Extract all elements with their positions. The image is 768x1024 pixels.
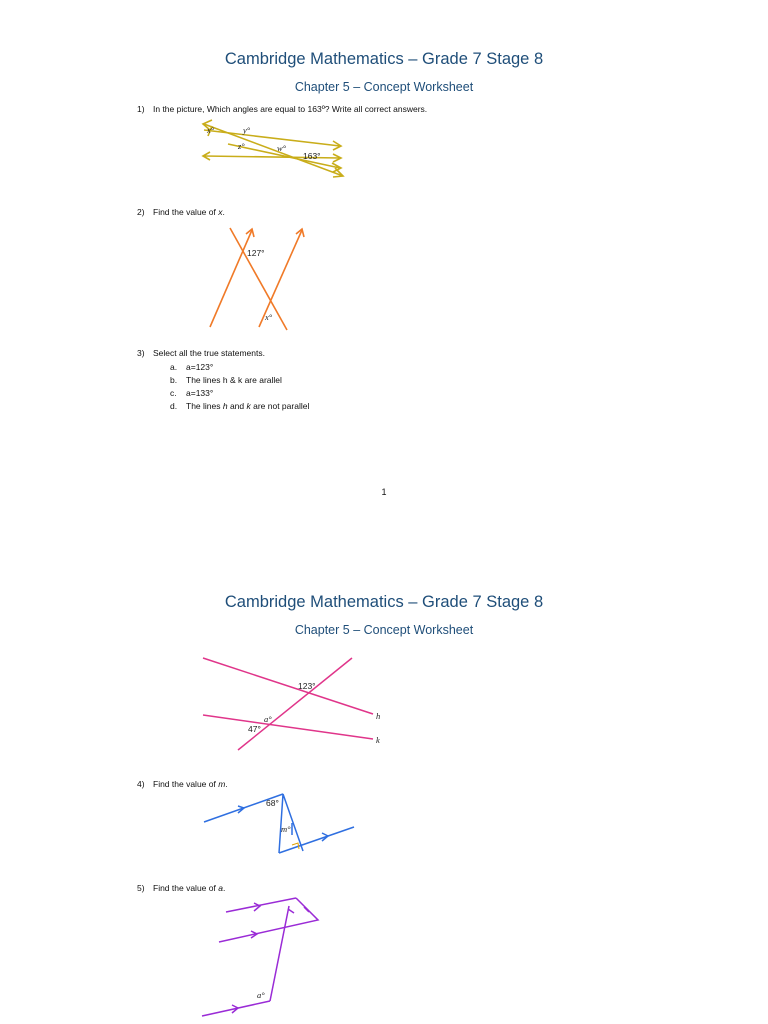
page-title: Cambridge Mathematics – Grade 7 Stage 8 — [224, 593, 544, 611]
fig2-arrow — [296, 229, 304, 237]
question-number: 3) — [137, 348, 145, 358]
option-var-k: k — [246, 401, 251, 411]
fig1-label-z: z° — [238, 141, 245, 151]
fig4-line-bottom — [279, 827, 354, 853]
fig1-line-middle — [204, 156, 340, 158]
fig1-label-y: y° — [243, 125, 251, 135]
question-text: In the picture, Which angles are equal to 163º? Write all correct answers. — [153, 104, 428, 114]
question-number: 5) — [137, 883, 145, 893]
option-var-h: h — [222, 401, 228, 411]
question-3 — [137, 348, 265, 358]
question-2 — [137, 207, 225, 217]
fig5-line-top — [226, 898, 296, 912]
option-text: and — [227, 401, 247, 411]
question-text: Find the value of — [153, 207, 219, 217]
question-1 — [137, 104, 427, 114]
fig1-arrow — [333, 141, 341, 150]
fig4-arrow — [322, 833, 328, 841]
fig4-line-top — [204, 794, 283, 822]
option-d[interactable] — [170, 401, 309, 411]
question-number: 4) — [137, 779, 145, 789]
page-subtitle: Chapter 5 – Concept Worksheet — [294, 623, 474, 637]
fig2-label-x: x° — [265, 312, 273, 322]
fig2-transversal — [230, 228, 287, 330]
fig3-angle-bottom: 47° — [248, 724, 261, 734]
fig2-arrow — [246, 229, 254, 237]
fig1-label-x: x° — [207, 125, 215, 135]
fig3-line-k — [203, 715, 373, 739]
fig1-angle-label: 163° — [303, 151, 321, 161]
question-text-end: . — [225, 779, 228, 789]
fig2-line-right — [259, 230, 302, 327]
fig3-label-h: h — [376, 711, 381, 721]
fig4-right-angle-mark — [292, 843, 299, 849]
question-variable: a — [218, 883, 223, 893]
question-4 — [137, 779, 228, 789]
question-text-end: . — [222, 883, 226, 893]
question-number: 2) — [137, 207, 145, 217]
fig5-line-bottom — [202, 1001, 270, 1016]
fig3-angle-top: 123° — [298, 681, 316, 691]
fig5-transversal — [270, 906, 289, 1001]
option-text: are not parallel — [250, 401, 310, 411]
question-text: Find the value of — [153, 883, 219, 893]
fig5-arrow — [251, 931, 257, 938]
option-c[interactable] — [170, 388, 213, 398]
fig2-angle-label: 127° — [247, 248, 265, 258]
question-number: 1) — [137, 104, 145, 114]
option-text: a=133° — [186, 388, 214, 398]
fig1-line-lower — [228, 144, 340, 168]
page-number: 1 — [381, 487, 387, 497]
option-letter: b. — [170, 375, 178, 385]
fig5-label-a: a° — [257, 990, 265, 1000]
fig1-arrow — [203, 152, 210, 160]
option-b[interactable] — [170, 375, 282, 385]
fig1-transversal — [204, 124, 343, 176]
fig3-label-a: a° — [264, 714, 272, 724]
fig2-line-left — [210, 230, 252, 327]
fig1-line-top — [204, 130, 340, 146]
fig1-label-w: w° — [277, 143, 287, 153]
option-text: The lines h & k are arallel — [186, 375, 282, 385]
option-text: The lines — [186, 401, 223, 411]
fig5-arrow — [232, 1005, 238, 1013]
fig1-arrow — [203, 120, 212, 130]
question-variable: x — [218, 207, 223, 217]
question-text: Find the value of — [153, 779, 219, 789]
fig4-angle-label: 68° — [266, 798, 279, 808]
fig5-arrow — [254, 903, 260, 911]
fig3-transversal — [238, 658, 352, 750]
option-letter: d. — [170, 401, 178, 411]
question-variable: m — [218, 779, 226, 789]
fig3-label-k: k — [376, 735, 380, 745]
question-text-end: . — [222, 207, 225, 217]
fig4-arrow — [238, 806, 244, 813]
option-letter: c. — [170, 388, 177, 398]
option-text: a=123° — [186, 362, 214, 372]
question-text: Select all the true statements. — [153, 348, 265, 358]
page-title: Cambridge Mathematics – Grade 7 Stage 8 — [224, 50, 544, 68]
option-letter: a. — [170, 362, 178, 372]
fig5-bend — [219, 898, 318, 942]
question-5 — [137, 883, 225, 893]
option-a[interactable] — [170, 362, 213, 372]
page-subtitle: Chapter 5 – Concept Worksheet — [294, 80, 474, 94]
fig4-triangle-sides — [279, 794, 303, 853]
fig3-line-h — [203, 658, 373, 714]
fig4-label-m: m° — [281, 824, 291, 834]
